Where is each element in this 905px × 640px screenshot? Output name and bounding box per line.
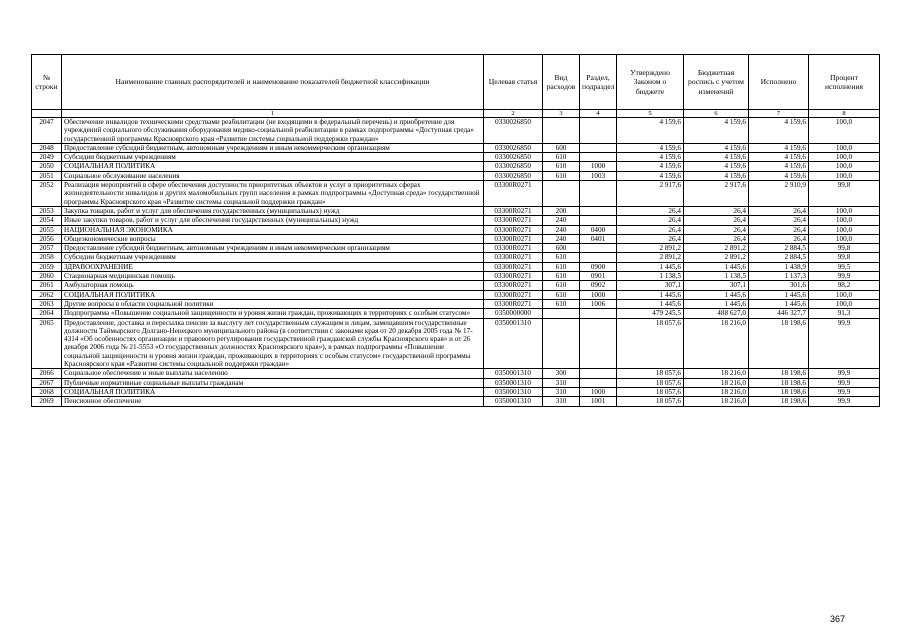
- cell-section: 1001: [580, 397, 617, 406]
- cell-approved: 4 159,6: [617, 118, 684, 144]
- cell-expense-type: 240: [543, 234, 580, 243]
- cell-target-article: 03300R0271: [484, 206, 543, 215]
- cell-percent: 99,9: [809, 272, 880, 281]
- cell-percent: 99,9: [809, 369, 880, 378]
- cell-expense-type: [543, 118, 580, 144]
- cell-approved: 307,1: [617, 281, 684, 290]
- table-row: [32, 309, 880, 318]
- table-row: [32, 318, 880, 369]
- cell-percent: 99,8: [809, 181, 880, 207]
- cell-section: [580, 181, 617, 207]
- cell-executed: 4 159,6: [749, 153, 809, 162]
- cell-budget-list: 1 445,6: [684, 290, 749, 299]
- cell-expense-type: 610: [543, 281, 580, 290]
- cell-target-article: 0350000000: [484, 309, 543, 318]
- cell-executed: 26,4: [749, 234, 809, 243]
- header-expense-type: Вид расходов: [543, 55, 580, 110]
- cell-budget-list: 4 159,6: [684, 143, 749, 152]
- cell-name: Предоставление субсидий бюджетным, автономным учреждениям и иным некоммерческим организациям: [62, 143, 484, 152]
- column-number: 1: [62, 110, 484, 118]
- table-body: [32, 118, 880, 407]
- header-name: Наименование главных распорядителей и наименование показателей бюджетной классификации: [62, 55, 484, 110]
- cell-row-number: 2069: [32, 397, 62, 406]
- cell-expense-type: 610: [543, 299, 580, 308]
- table-row: [32, 225, 880, 234]
- cell-percent: 100,0: [809, 153, 880, 162]
- column-number: [32, 110, 62, 118]
- cell-percent: 99,8: [809, 244, 880, 253]
- cell-row-number: 2064: [32, 309, 62, 318]
- cell-percent: 100,0: [809, 225, 880, 234]
- cell-section: 1003: [580, 171, 617, 180]
- table-row: [32, 181, 880, 207]
- cell-approved: 1 445,6: [617, 262, 684, 271]
- table-row: [32, 262, 880, 271]
- header-row: [32, 55, 880, 110]
- cell-expense-type: [543, 309, 580, 318]
- cell-section: 0901: [580, 272, 617, 281]
- cell-section: [580, 153, 617, 162]
- cell-executed: 1 445,6: [749, 290, 809, 299]
- cell-executed: 18 198,6: [749, 387, 809, 396]
- cell-name: Иные закупки товаров, работ и услуг для обеспечения государственных (муниципальных) нужд: [62, 216, 484, 225]
- cell-section: 1000: [580, 162, 617, 171]
- cell-executed: 18 198,6: [749, 318, 809, 369]
- header-row-number: № строки: [32, 55, 62, 110]
- cell-target-article: 03300R0271: [484, 244, 543, 253]
- table-row: [32, 272, 880, 281]
- cell-target-article: 03300R0271: [484, 281, 543, 290]
- column-number: 2: [484, 110, 543, 118]
- cell-target-article: 03300R0271: [484, 234, 543, 243]
- cell-name: Публичные нормативные социальные выплаты гражданам: [62, 378, 484, 387]
- cell-target-article: 0330026850: [484, 171, 543, 180]
- cell-section: [580, 244, 617, 253]
- cell-executed: 1 137,3: [749, 272, 809, 281]
- cell-target-article: 03300R0271: [484, 272, 543, 281]
- cell-name: Субсидии бюджетным учреждениям: [62, 253, 484, 262]
- cell-percent: 99,5: [809, 262, 880, 271]
- cell-section: 0902: [580, 281, 617, 290]
- cell-expense-type: 600: [543, 244, 580, 253]
- cell-executed: 26,4: [749, 216, 809, 225]
- cell-executed: 18 198,6: [749, 378, 809, 387]
- cell-budget-list: 18 216,0: [684, 318, 749, 369]
- cell-percent: 98,2: [809, 281, 880, 290]
- cell-name: Субсидии бюджетным учреждениям: [62, 153, 484, 162]
- header-executed: Исполнено: [749, 55, 809, 110]
- table-row: [32, 118, 880, 144]
- cell-name: Реализация мероприятий в сфере обеспечения доступности приоритетных объектов и услуг в приоритетных сферах жизнедеятельности инвалидов и других маломобильных групп населения в рамках подпрограммы «Доступная среда» государственной программы Красноярского края «Развитие системы социальной поддержки граждан»: [62, 181, 484, 207]
- table-row: [32, 378, 880, 387]
- cell-expense-type: 240: [543, 216, 580, 225]
- table-row: [32, 281, 880, 290]
- cell-approved: 26,4: [617, 225, 684, 234]
- cell-executed: 2 884,5: [749, 244, 809, 253]
- cell-row-number: 2053: [32, 206, 62, 215]
- cell-percent: 100,0: [809, 206, 880, 215]
- cell-target-article: 0350001310: [484, 318, 543, 369]
- table-row: [32, 171, 880, 180]
- cell-approved: 2 891,2: [617, 244, 684, 253]
- cell-row-number: 2055: [32, 225, 62, 234]
- cell-row-number: 2056: [32, 234, 62, 243]
- cell-percent: 100,0: [809, 290, 880, 299]
- cell-section: [580, 309, 617, 318]
- cell-name: Социальное обеспечение и иные выплаты населению: [62, 369, 484, 378]
- header-approved: Утверждено Законом о бюджете: [617, 55, 684, 110]
- column-number: 3: [543, 110, 580, 118]
- cell-approved: 18 057,6: [617, 387, 684, 396]
- cell-budget-list: 4 159,6: [684, 153, 749, 162]
- column-number: 7: [749, 110, 809, 118]
- cell-executed: 2 910,9: [749, 181, 809, 207]
- header-section: Раздел, подраздел: [580, 55, 617, 110]
- table-row: [32, 153, 880, 162]
- cell-target-article: 03300R0271: [484, 290, 543, 299]
- cell-target-article: 0330026850: [484, 118, 543, 144]
- table-row: [32, 369, 880, 378]
- cell-row-number: 2062: [32, 290, 62, 299]
- cell-expense-type: 310: [543, 397, 580, 406]
- cell-row-number: 2047: [32, 118, 62, 144]
- cell-percent: 99,9: [809, 378, 880, 387]
- page-number: 367: [829, 614, 845, 624]
- cell-budget-list: 26,4: [684, 206, 749, 215]
- table-row: [32, 387, 880, 396]
- cell-expense-type: 610: [543, 162, 580, 171]
- cell-section: [580, 216, 617, 225]
- cell-approved: 479 245,5: [617, 309, 684, 318]
- cell-approved: 1 445,6: [617, 299, 684, 308]
- cell-budget-list: 18 216,0: [684, 378, 749, 387]
- cell-target-article: 0330026850: [484, 143, 543, 152]
- cell-percent: 99,8: [809, 253, 880, 262]
- cell-name: СОЦИАЛЬНАЯ ПОЛИТИКА: [62, 387, 484, 396]
- column-number: 6: [684, 110, 749, 118]
- cell-section: 0401: [580, 234, 617, 243]
- cell-section: [580, 253, 617, 262]
- header-target-article: Целевая статья: [484, 55, 543, 110]
- cell-budget-list: 2 891,2: [684, 253, 749, 262]
- cell-executed: 2 884,5: [749, 253, 809, 262]
- cell-executed: 4 159,6: [749, 162, 809, 171]
- cell-name: Закупка товаров, работ и услуг для обеспечения государственных (муниципальных) нужд: [62, 206, 484, 215]
- cell-percent: 100,0: [809, 299, 880, 308]
- cell-budget-list: 1 445,6: [684, 299, 749, 308]
- cell-percent: 99,9: [809, 387, 880, 396]
- table-row: [32, 162, 880, 171]
- cell-target-article: 03300R0271: [484, 262, 543, 271]
- cell-budget-list: 1 445,6: [684, 262, 749, 271]
- cell-budget-list: 307,1: [684, 281, 749, 290]
- cell-percent: 100,0: [809, 118, 880, 144]
- cell-executed: 26,4: [749, 225, 809, 234]
- cell-approved: 4 159,6: [617, 143, 684, 152]
- cell-percent: 99,9: [809, 318, 880, 369]
- cell-target-article: 03300R0271: [484, 216, 543, 225]
- cell-percent: 100,0: [809, 216, 880, 225]
- table-row: [32, 206, 880, 215]
- cell-name: Стационарная медицинская помощь: [62, 272, 484, 281]
- cell-section: [580, 143, 617, 152]
- cell-approved: 26,4: [617, 216, 684, 225]
- cell-executed: 18 198,6: [749, 369, 809, 378]
- cell-name: СОЦИАЛЬНАЯ ПОЛИТИКА: [62, 290, 484, 299]
- cell-budget-list: 26,4: [684, 225, 749, 234]
- cell-percent: 91,3: [809, 309, 880, 318]
- cell-section: 0900: [580, 262, 617, 271]
- cell-section: 1000: [580, 290, 617, 299]
- cell-target-article: 0350001310: [484, 369, 543, 378]
- budget-execution-table: [31, 54, 880, 407]
- cell-expense-type: 310: [543, 387, 580, 396]
- header-percent: Процент исполнения: [809, 55, 880, 110]
- cell-name: Другие вопросы в области социальной политики: [62, 299, 484, 308]
- cell-budget-list: 488 627,0: [684, 309, 749, 318]
- cell-expense-type: 310: [543, 378, 580, 387]
- cell-percent: 100,0: [809, 171, 880, 180]
- cell-row-number: 2066: [32, 369, 62, 378]
- cell-executed: 1 445,6: [749, 299, 809, 308]
- cell-row-number: 2051: [32, 171, 62, 180]
- table-row: [32, 253, 880, 262]
- cell-budget-list: 26,4: [684, 216, 749, 225]
- cell-approved: 4 159,6: [617, 171, 684, 180]
- cell-budget-list: 4 159,6: [684, 162, 749, 171]
- cell-name: Социальное обслуживание населения: [62, 171, 484, 180]
- cell-row-number: 2065: [32, 318, 62, 369]
- cell-section: [580, 318, 617, 369]
- cell-percent: 100,0: [809, 143, 880, 152]
- table-row: [32, 397, 880, 406]
- cell-target-article: 03300R0271: [484, 299, 543, 308]
- cell-name: НАЦИОНАЛЬНАЯ ЭКОНОМИКА: [62, 225, 484, 234]
- cell-name: Подпрограмма «Повышение социальной защищенности и уровня жизни граждан, проживающих в территориях с особым статусом»: [62, 309, 484, 318]
- cell-approved: 4 159,6: [617, 162, 684, 171]
- cell-expense-type: [543, 318, 580, 369]
- cell-target-article: 03300R0271: [484, 253, 543, 262]
- cell-row-number: 2050: [32, 162, 62, 171]
- cell-expense-type: 610: [543, 290, 580, 299]
- column-number: 8: [809, 110, 880, 118]
- cell-expense-type: 610: [543, 171, 580, 180]
- cell-row-number: 2054: [32, 216, 62, 225]
- table-row: [32, 299, 880, 308]
- cell-approved: 18 057,6: [617, 378, 684, 387]
- cell-executed: 4 159,6: [749, 118, 809, 144]
- cell-section: [580, 369, 617, 378]
- cell-row-number: 2048: [32, 143, 62, 152]
- cell-row-number: 2067: [32, 378, 62, 387]
- cell-executed: 1 438,9: [749, 262, 809, 271]
- cell-approved: 2 891,2: [617, 253, 684, 262]
- cell-expense-type: 610: [543, 253, 580, 262]
- cell-executed: 18 198,6: [749, 397, 809, 406]
- cell-section: 0400: [580, 225, 617, 234]
- cell-percent: 100,0: [809, 162, 880, 171]
- table-row: [32, 234, 880, 243]
- cell-budget-list: 18 216,0: [684, 369, 749, 378]
- cell-budget-list: 18 216,0: [684, 387, 749, 396]
- cell-section: [580, 118, 617, 144]
- cell-approved: 2 917,6: [617, 181, 684, 207]
- cell-name: Предоставление субсидий бюджетным, автономным учреждениям и иным некоммерческим организациям: [62, 244, 484, 253]
- cell-expense-type: 610: [543, 262, 580, 271]
- cell-expense-type: 240: [543, 225, 580, 234]
- cell-name: Обеспечение инвалидов техническими средствами реабилитации (не входящими в федеральный перечень) и приобретение для учреждений социального обслуживания оборудования медико-социальной реабилитации в рамках подпрограммы «Доступная среда» государственной программы Красноярского края «Развитие системы социальной поддержки граждан»: [62, 118, 484, 144]
- cell-expense-type: [543, 181, 580, 207]
- cell-target-article: 0350001310: [484, 397, 543, 406]
- cell-budget-list: 2 917,6: [684, 181, 749, 207]
- cell-budget-list: 18 216,0: [684, 397, 749, 406]
- cell-name: СОЦИАЛЬНАЯ ПОЛИТИКА: [62, 162, 484, 171]
- cell-name: Предоставление, доставка и пересылка пенсии за выслугу лет государственным служащим и лицам, замещавшим государственные должности Таймырского Долгано-Ненецкого муниципального района (в соответствии с законами края от 20 декабря 2005 года № 17-4314 «Об особенностях организации и правового регулирования государственной гражданской службы Красноярского края» и от 26 декабря 2006 года № 21-5553 «О государственных должностях Красноярского края»), в рамках подпрограммы «Повышение социальной защищенности и уровня жизни граждан, проживающих в территориях с особым статусом» государственной программы Красноярского края «Развитие системы социальной поддержки граждан»: [62, 318, 484, 369]
- cell-approved: 1 138,5: [617, 272, 684, 281]
- cell-row-number: 2060: [32, 272, 62, 281]
- cell-approved: 18 057,6: [617, 369, 684, 378]
- cell-name: ЗДРАВООХРАНЕНИЕ: [62, 262, 484, 271]
- cell-target-article: 0330026850: [484, 162, 543, 171]
- cell-name: Пенсионное обеспечение: [62, 397, 484, 406]
- cell-name: Общеэкономические вопросы: [62, 234, 484, 243]
- cell-expense-type: 200: [543, 206, 580, 215]
- cell-approved: 26,4: [617, 206, 684, 215]
- cell-expense-type: 300: [543, 369, 580, 378]
- cell-target-article: 0350001310: [484, 387, 543, 396]
- cell-executed: 446 327,7: [749, 309, 809, 318]
- cell-executed: 301,6: [749, 281, 809, 290]
- cell-section: 1006: [580, 299, 617, 308]
- cell-row-number: 2059: [32, 262, 62, 271]
- column-number: 4: [580, 110, 617, 118]
- table-row: [32, 244, 880, 253]
- cell-executed: 4 159,6: [749, 171, 809, 180]
- cell-section: [580, 206, 617, 215]
- cell-name: Амбулаторная помощь: [62, 281, 484, 290]
- cell-row-number: 2057: [32, 244, 62, 253]
- cell-row-number: 2068: [32, 387, 62, 396]
- table-row: [32, 143, 880, 152]
- cell-target-article: 03300R0271: [484, 181, 543, 207]
- table-row: [32, 290, 880, 299]
- cell-budget-list: 2 891,2: [684, 244, 749, 253]
- cell-budget-list: 26,4: [684, 234, 749, 243]
- cell-row-number: 2063: [32, 299, 62, 308]
- cell-section: 1000: [580, 387, 617, 396]
- cell-target-article: 0330026850: [484, 153, 543, 162]
- cell-budget-list: 4 159,6: [684, 171, 749, 180]
- cell-expense-type: 600: [543, 143, 580, 152]
- cell-approved: 26,4: [617, 234, 684, 243]
- cell-row-number: 2061: [32, 281, 62, 290]
- cell-approved: 4 159,6: [617, 153, 684, 162]
- cell-percent: 100,0: [809, 234, 880, 243]
- cell-approved: 1 445,6: [617, 290, 684, 299]
- cell-target-article: 0350001310: [484, 378, 543, 387]
- cell-target-article: 03300R0271: [484, 225, 543, 234]
- column-number-row: [32, 110, 880, 118]
- cell-row-number: 2049: [32, 153, 62, 162]
- table-row: [32, 216, 880, 225]
- cell-section: [580, 378, 617, 387]
- cell-budget-list: 4 159,6: [684, 118, 749, 144]
- cell-percent: 99,9: [809, 397, 880, 406]
- column-number: 5: [617, 110, 684, 118]
- cell-budget-list: 1 138,5: [684, 272, 749, 281]
- cell-executed: 4 159,6: [749, 143, 809, 152]
- cell-expense-type: 610: [543, 153, 580, 162]
- cell-approved: 18 057,6: [617, 318, 684, 369]
- cell-row-number: 2058: [32, 253, 62, 262]
- cell-approved: 18 057,6: [617, 397, 684, 406]
- header-budget-list: Бюджетная роспись с учетом изменений: [684, 55, 749, 110]
- cell-row-number: 2052: [32, 181, 62, 207]
- cell-expense-type: 610: [543, 272, 580, 281]
- cell-executed: 26,4: [749, 206, 809, 215]
